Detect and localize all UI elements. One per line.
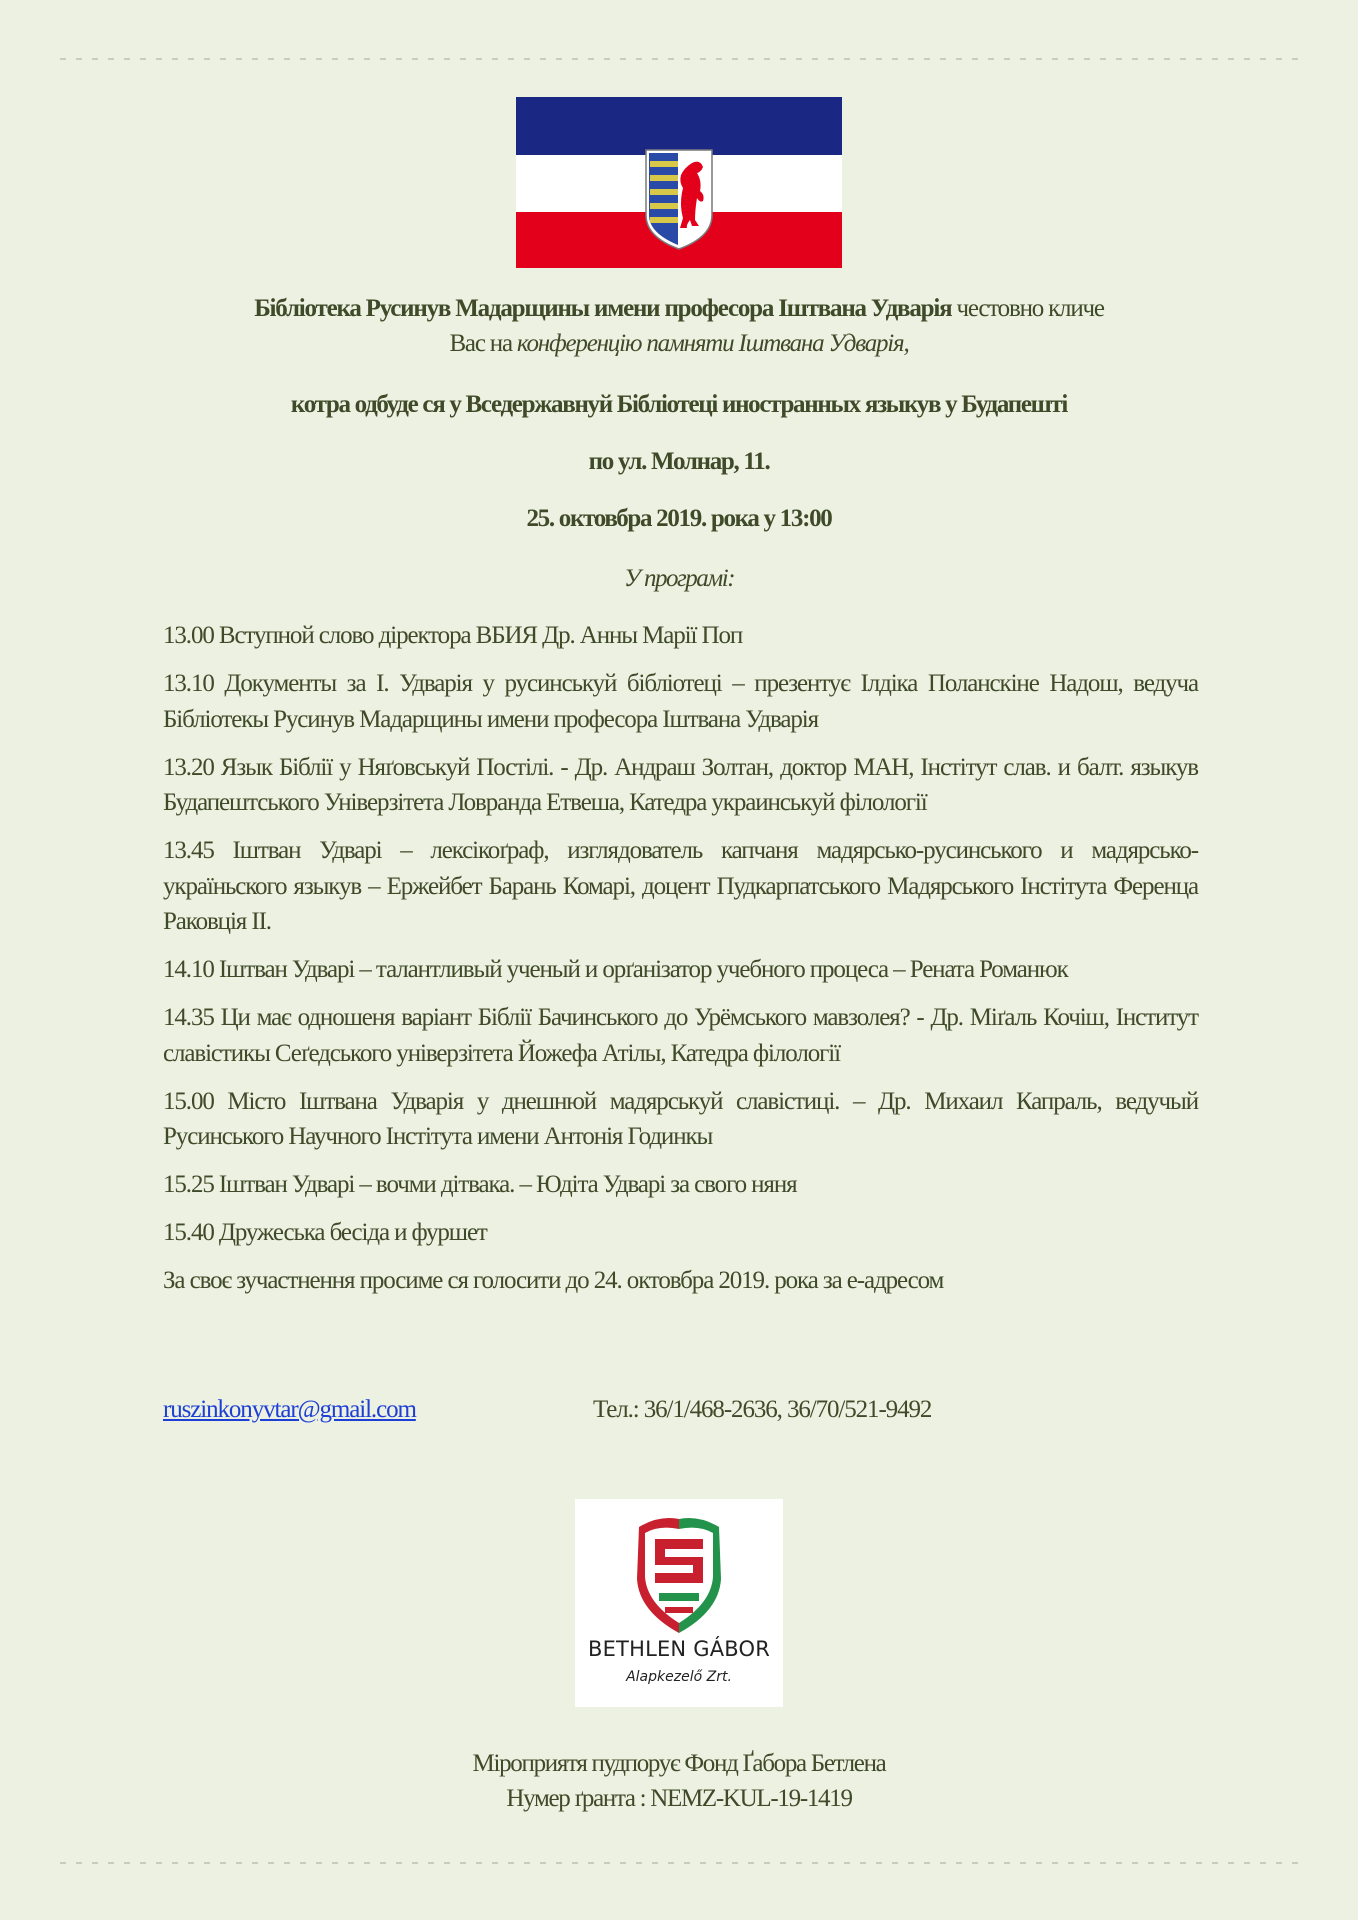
program-heading: У програмі: [623,565,735,592]
program-item: 15.00 Місто Іштвана Удварія у днешнюй мадярськуй славістиці. – Др. Михаил Капраль, ведучый Русинського Научного Інстітута имени Антонія Годинкы [163,1087,1198,1150]
bethlen-shield-icon [575,1499,783,1639]
program-item: 13.45 Іштван Удварі – лексікоґраф, изглядователь капчаня мадярсько-русинського и мадярсько-україньского языкув – Ержейбет Барань Комарі, доцент Пудкарпатського Мадярського Інстітута Ференца Раковція ІІ. [163,837,1198,935]
intro-prefix: Вас на [449,330,517,357]
top-dashed-border [60,58,1298,60]
conference-name: конференцію памняти Іштвана Удварія, [516,330,909,357]
registration-text: За своє зучастнення просиме ся голосити до 24. октовбра 2019. рока за е-адресом [163,1267,944,1294]
street-line: по ул. Молнар, 11. [588,448,770,475]
date-line: 25. октовбра 2019. рока у 13:00 [526,505,832,532]
program-item: 15.40 Дружеська бесіда и фуршет [163,1219,487,1246]
grant-number: Нумер ґранта : NEMZ-KUL-19-1419 [506,1785,852,1812]
program-item: 13.10 Документы за І. Удварія у русинськуй бібліотеці – презентує Ілдіка Поланскіне Надош, ведуча Бібліотекы Русинув Мадарщины имени професора Іштвана Удварія [163,670,1198,733]
intro-line-2 [0,330,1358,358]
program-list [163,618,1198,1311]
logo-wordmark: BETHLEN GÁBOR [587,1637,771,1661]
phone-numbers: Тел.: 36/1/468-2636, 36/70/521-9492 [593,1396,932,1423]
email-link[interactable]: ruszinkonyvtar@gmail.com [163,1396,416,1423]
contact-row [163,1396,1198,1424]
rusyn-flag-icon [516,97,842,268]
library-name: Бібліотека Русинув Мадарщины имени професора Іштвана Удварія [254,295,952,322]
program-item: 14.10 Іштван Удварі – талантливый ученый и орґанізатор учебного процеса – Рената Романюк [163,956,1068,983]
venue-line: котра одбуде ся у Вседержавнуй Бібліотеці иностранных языкув у Будапешті [290,391,1068,418]
bottom-dashed-border [60,1862,1298,1864]
intro-invites: честовно кличе [951,295,1104,322]
program-item: 14.35 Ци має одношеня варіант Біблії Бачинського до Урёмського мавзолея? - Др. Міґаль Кочіш, Інститут славістикы Сеґедського універзітета Йожефа Атілы, Катедра філології [163,1004,1198,1067]
intro-line [0,295,1358,323]
program-item: 13.20 Язык Біблії у Няґовськуй Постілі. - Др. Андраш Золтан, доктор МАН, Інстітут слав. и балт. языкув Будапештського Універзітета Ловранда Етвеша, Катедра украинськуй філології [163,753,1198,816]
logo-subtitle: Alapkezelő Zrt. [626,1669,732,1685]
program-item: 15.25 Іштван Удварі – вочми дітвака. – Юдіта Удварі за свого няня [163,1171,797,1198]
sponsor-logo [575,1499,783,1707]
program-item: 13.00 Вступной слово діректора ВБИЯ Др. Анны Марії Поп [163,622,743,649]
sponsor-note: Міроприятя пудпорує Фонд Ґабора Бетлена [472,1750,886,1777]
coat-of-arms-icon [646,150,712,249]
